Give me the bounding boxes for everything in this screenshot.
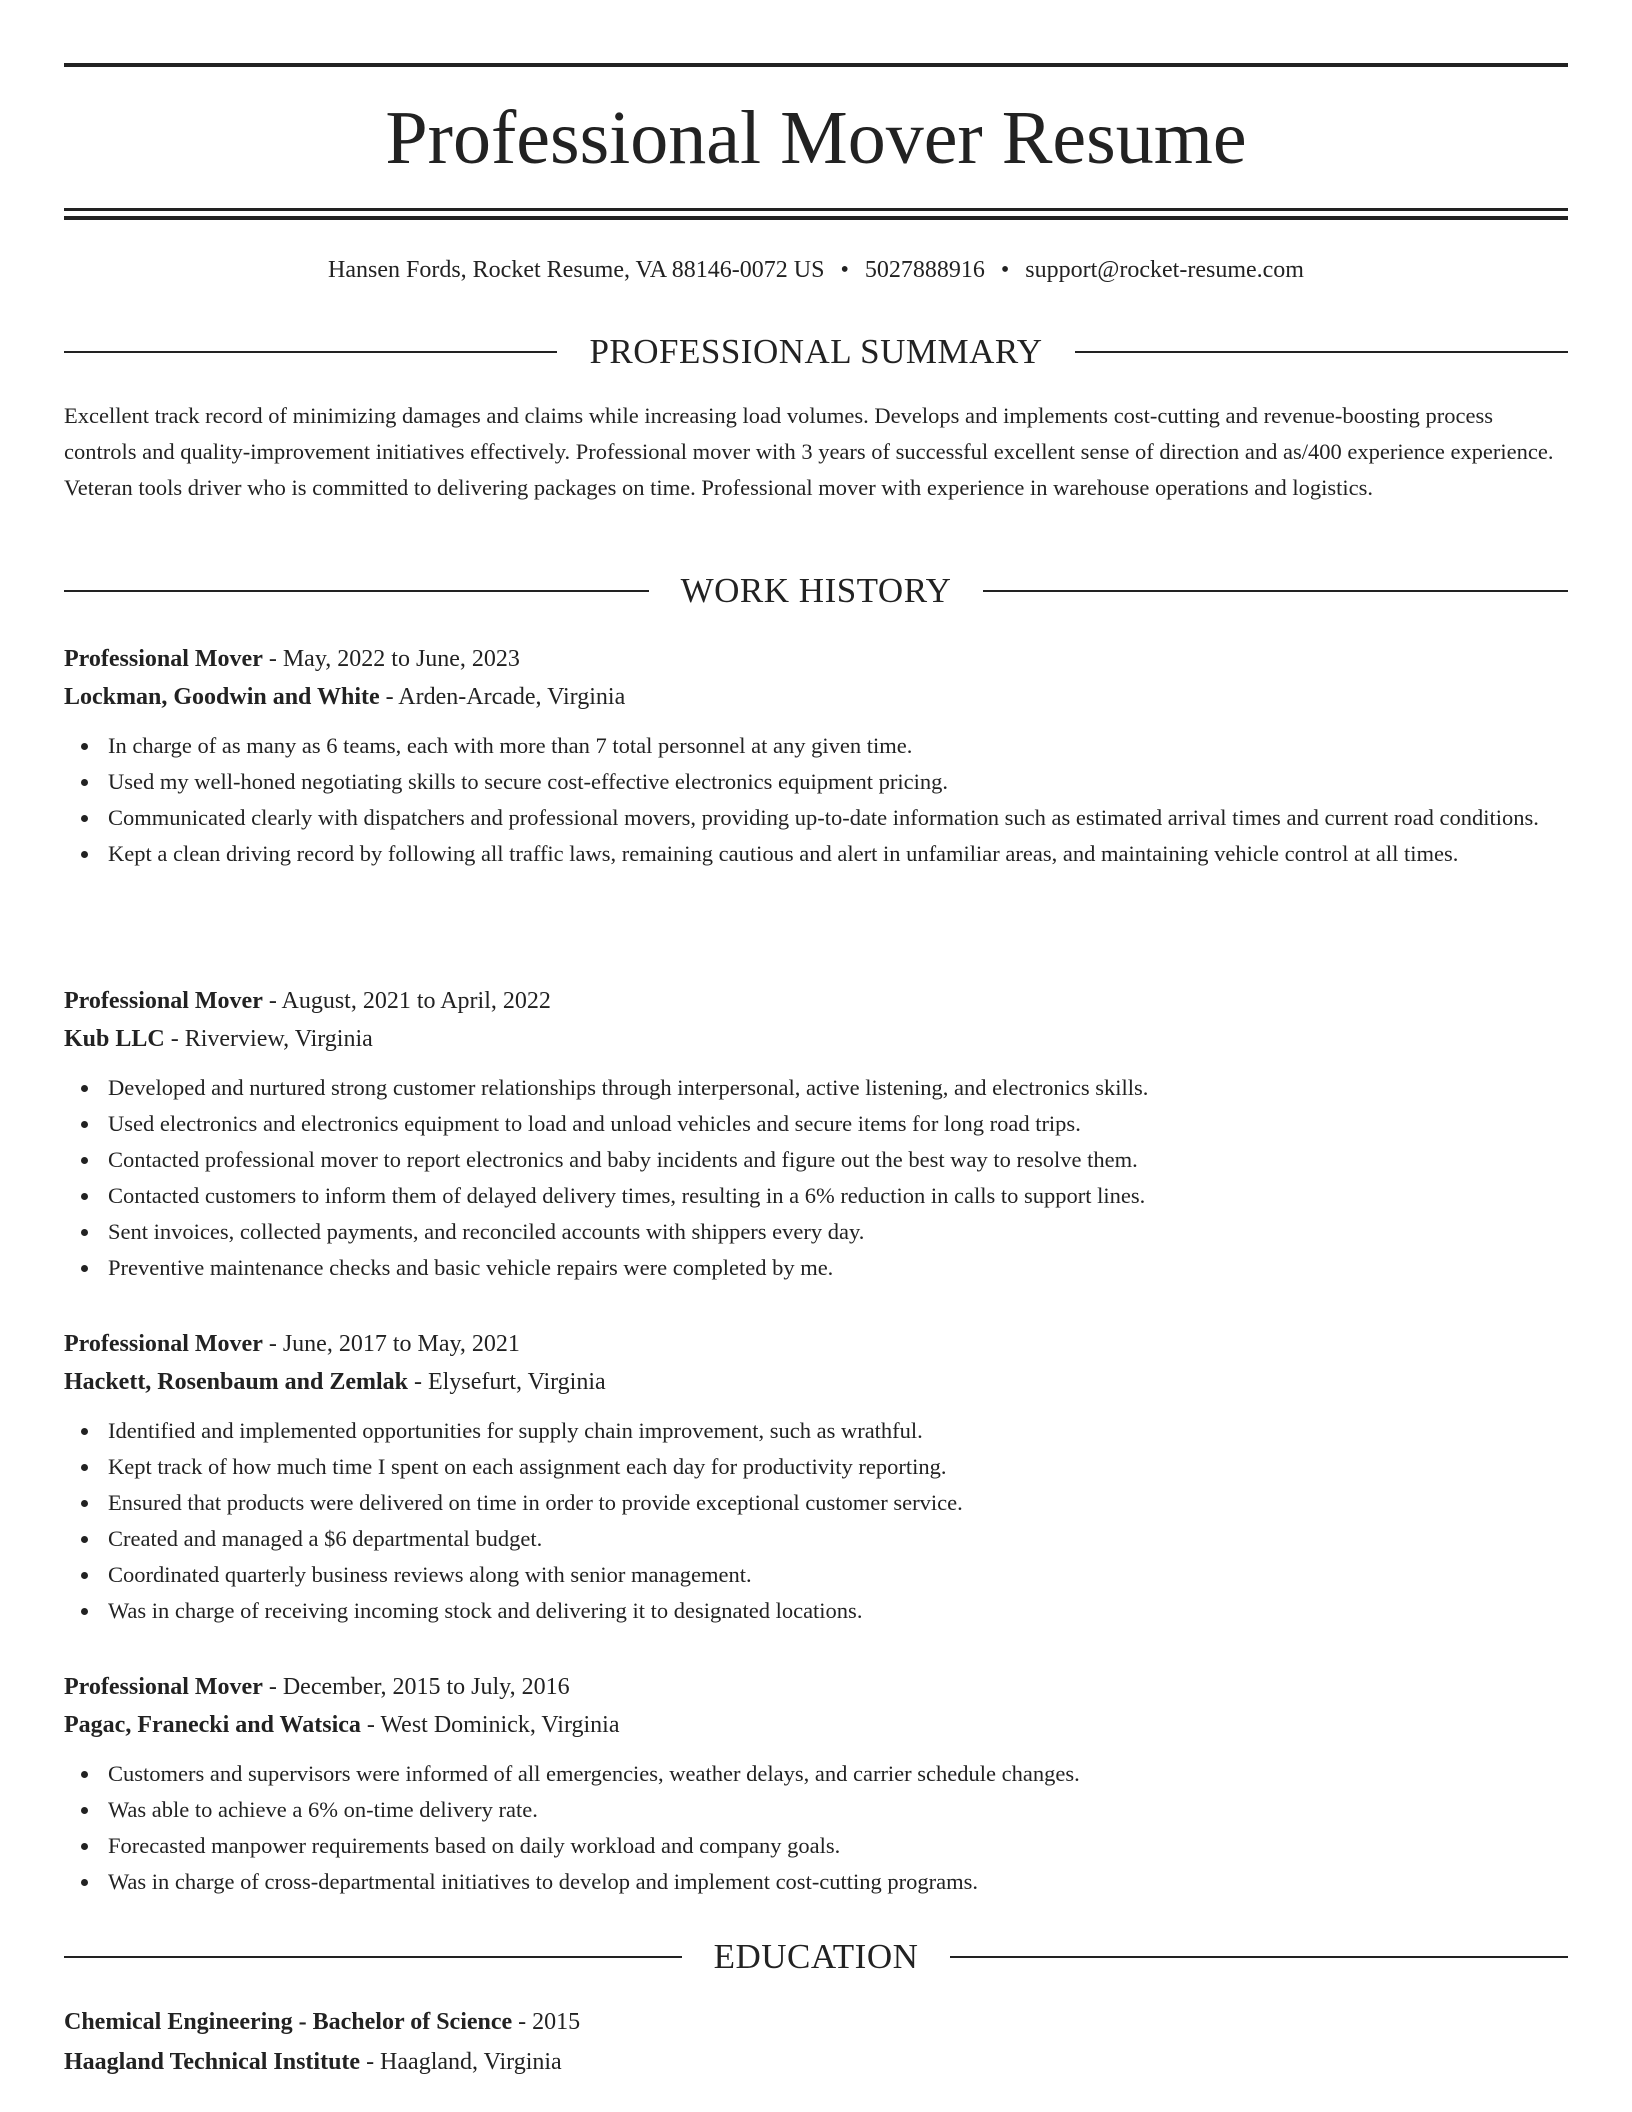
job-bullet: Communicated clearly with dispatchers and professional movers, providing up-to-date information such as estimated arrival times and current road conditions.: [108, 800, 1568, 836]
section-title: WORK HISTORY: [680, 571, 952, 610]
section-title: PROFESSIONAL SUMMARY: [589, 332, 1043, 371]
job-entry: [64, 1668, 1568, 1900]
job-title: Professional Mover: [64, 1674, 263, 1700]
job-company: Pagac, Franecki and Watsica: [64, 1712, 361, 1738]
section-heading-summary: [64, 330, 1568, 374]
job-entry: [64, 982, 1568, 1286]
job-bullets: [64, 1413, 1568, 1629]
job-bullets: [64, 1070, 1568, 1286]
job-title: Professional Mover: [64, 646, 263, 672]
summary-text: Excellent track record of minimizing damages and claims while increasing load volumes. Develops and implements cost-cutting and revenue-boosting process controls and quality-improvement initiatives effectively. Professional mover with 3 years of successful excellent sense of direction and as/400 experience experience. Veteran tools driver who is committed to delivering packages on time. Professional mover with experience in warehouse operations and logistics.: [64, 403, 1554, 500]
job-dates: - December, 2015 to July, 2016: [262, 1674, 570, 1700]
job-bullet: Kept a clean driving record by following all traffic laws, remaining cautious and alert in unfamiliar areas, and maintaining vehicle control at all times.: [108, 836, 1568, 872]
contact-address: Hansen Fords, Rocket Resume, VA 88146-0072 US: [328, 257, 825, 283]
job-location: - Arden-Arcade, Virginia: [379, 684, 626, 710]
job-company: Hackett, Rosenbaum and Zemlak: [64, 1369, 409, 1395]
resume-title: Professional Mover Resume: [385, 96, 1247, 180]
job-bullet: Coordinated quarterly business reviews along with senior management.: [108, 1557, 1568, 1593]
education-year: - 2015: [512, 2009, 581, 2035]
job-bullet: Created and managed a $6 departmental budget.: [108, 1521, 1568, 1557]
double-rule: [64, 208, 1568, 220]
job-entry: [64, 640, 1568, 872]
section-title: EDUCATION: [713, 1937, 919, 1976]
job-bullet: Contacted customers to inform them of delayed delivery times, resulting in a 6% reduction in calls to support lines.: [108, 1178, 1568, 1214]
section-heading-education: [64, 1935, 1568, 1979]
contact-separator: •: [1000, 257, 1010, 283]
job-bullet: Forecasted manpower requirements based on daily workload and company goals.: [108, 1828, 1568, 1864]
job-company: Lockman, Goodwin and White: [64, 684, 380, 710]
job-bullets: [64, 728, 1568, 872]
job-bullet: In charge of as many as 6 teams, each with more than 7 total personnel at any given time.: [108, 728, 1568, 764]
job-bullet: Developed and nurtured strong customer relationships through interpersonal, active listening, and electronics skills.: [108, 1070, 1568, 1106]
top-rule: [64, 63, 1568, 67]
education-school: Haagland Technical Institute: [64, 2049, 361, 2075]
job-bullet: Kept track of how much time I spent on each assignment each day for productivity reporting.: [108, 1449, 1568, 1485]
section-heading-work-history: [64, 569, 1568, 613]
job-bullet: Used electronics and electronics equipment to load and unload vehicles and secure items for long road trips.: [108, 1106, 1568, 1142]
job-title: Professional Mover: [64, 1331, 263, 1357]
job-location: - Elysefurt, Virginia: [408, 1369, 606, 1395]
job-bullet: Preventive maintenance checks and basic vehicle repairs were completed by me.: [108, 1250, 1568, 1286]
job-bullet: Customers and supervisors were informed of all emergencies, weather delays, and carrier schedule changes.: [108, 1756, 1568, 1792]
job-title: Professional Mover: [64, 988, 263, 1014]
job-location: - Riverview, Virginia: [164, 1026, 373, 1052]
contact-phone: 5027888916: [864, 257, 985, 283]
job-entry: [64, 1325, 1568, 1629]
contact-email: support@rocket-resume.com: [1025, 257, 1304, 283]
job-dates: - June, 2017 to May, 2021: [262, 1331, 520, 1357]
education-entry: [64, 2002, 1568, 2082]
contact-separator: •: [840, 257, 849, 283]
job-bullet: Contacted professional mover to report electronics and baby incidents and figure out the best way to resolve them.: [108, 1142, 1568, 1178]
job-bullet: Was in charge of receiving incoming stock and delivering it to designated locations.: [108, 1593, 1568, 1629]
job-bullet: Identified and implemented opportunities for supply chain improvement, such as wrathful.: [108, 1413, 1568, 1449]
job-bullet: Sent invoices, collected payments, and reconciled accounts with shippers every day.: [108, 1214, 1568, 1250]
job-bullet: Used my well-honed negotiating skills to secure cost-effective electronics equipment pricing.: [108, 764, 1568, 800]
job-bullet: Was able to achieve a 6% on-time delivery rate.: [108, 1792, 1568, 1828]
education-location: - Haagland, Virginia: [360, 2049, 562, 2075]
job-dates: - May, 2022 to June, 2023: [262, 646, 520, 672]
job-bullet: Was in charge of cross-departmental initiatives to develop and implement cost-cutting programs.: [108, 1864, 1568, 1900]
contact-line: [64, 254, 1568, 286]
job-company: Kub LLC: [64, 1026, 165, 1052]
job-location: - West Dominick, Virginia: [360, 1712, 620, 1738]
education-degree: Chemical Engineering - Bachelor of Science: [64, 2009, 513, 2035]
job-dates: - August, 2021 to April, 2022: [262, 988, 551, 1014]
job-bullets: [64, 1756, 1568, 1900]
job-bullet: Ensured that products were delivered on time in order to provide exceptional customer service.: [108, 1485, 1568, 1521]
